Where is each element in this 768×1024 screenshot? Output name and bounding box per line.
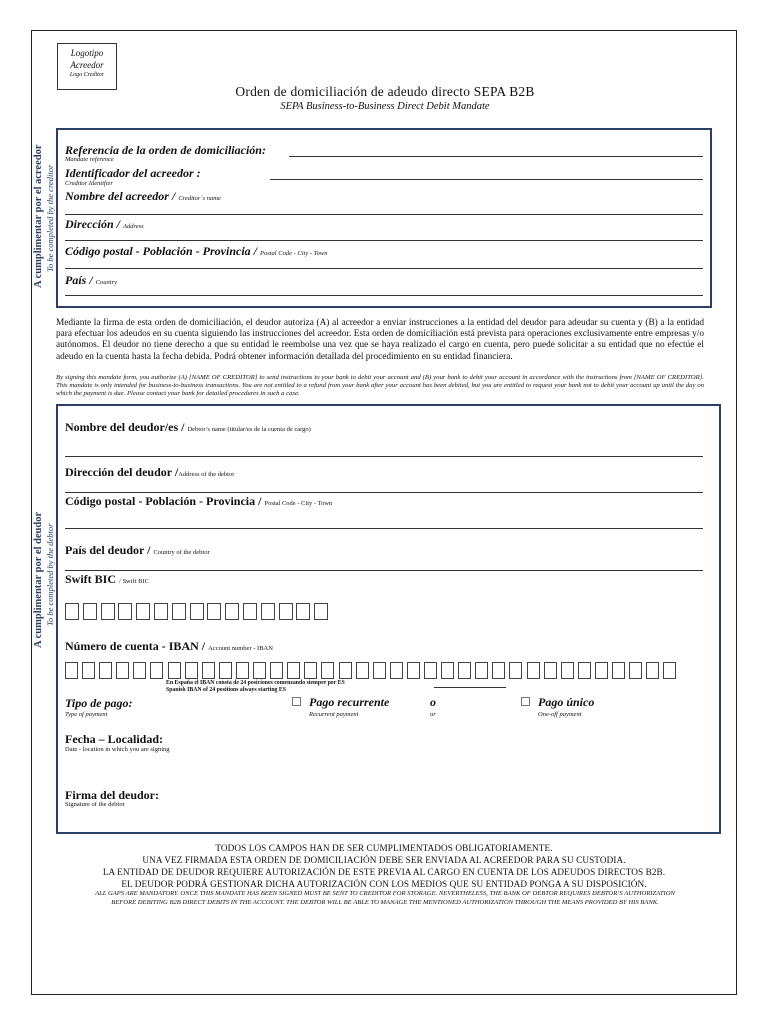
payment-type-label-en: Type of payment <box>65 711 108 718</box>
debtor-country-label <box>65 543 210 558</box>
recurrent-payment-checkbox[interactable] <box>292 697 301 706</box>
iban-char-box[interactable] <box>527 662 540 679</box>
creditor-country-es: País / <box>65 273 93 287</box>
signature-label-en: Signature of the debtor <box>65 801 125 808</box>
iban-note-en: Spanish IBAN of 24 positions always starting ES <box>166 687 286 693</box>
logo-line-3: Logo Creditor <box>69 72 105 78</box>
creditor-address-es: Dirección / <box>65 217 120 231</box>
iban-char-box[interactable] <box>168 662 181 679</box>
or-label-en: or <box>430 711 436 718</box>
debtor-name-field[interactable] <box>65 456 703 457</box>
creditor-postal-field[interactable] <box>65 268 703 269</box>
bic-char-box[interactable] <box>314 603 328 620</box>
iban-es: Número de cuenta - IBAN / <box>65 639 206 653</box>
debtor-country-field[interactable] <box>65 570 703 571</box>
bic-char-box[interactable] <box>65 603 79 620</box>
iban-en: Account number - IBAN <box>208 645 273 652</box>
iban-char-box[interactable] <box>544 662 557 679</box>
creditor-name-label <box>65 189 221 204</box>
iban-char-box[interactable] <box>356 662 369 679</box>
document-subtitle: SEPA Business-to-Business Direct Debit Mandate <box>280 101 490 112</box>
swift-bic-en: / Swift BIC <box>119 578 149 585</box>
footer-line-4: EL DEUDOR PODRÁ GESTIONAR DICHA AUTORIZACIÓN CON LOS MEDIOS QUE SU ENTIDAD PONGA A SU DISPOSICIÓN. <box>121 879 647 889</box>
one-off-payment-checkbox[interactable] <box>521 697 530 706</box>
iban-note-es: En España el IBAN consta de 24 posiciones comenzando siempre por ES <box>166 680 345 686</box>
creditor-identifier-label-en: Creditor Identifier <box>65 180 113 187</box>
iban-char-box[interactable] <box>424 662 437 679</box>
bic-char-box[interactable] <box>172 603 186 620</box>
iban-char-box[interactable] <box>561 662 574 679</box>
iban-char-box[interactable] <box>612 662 625 679</box>
debtor-postal-en: Postal Code - City - Town <box>264 500 333 507</box>
swift-bic-label <box>65 572 149 587</box>
iban-char-box[interactable] <box>270 662 283 679</box>
swift-bic-boxes <box>65 603 332 620</box>
bic-char-box[interactable] <box>136 603 150 620</box>
iban-char-box[interactable] <box>236 662 249 679</box>
mandate-reference-label: Referencia de la orden de domiciliación: <box>65 143 266 157</box>
debtor-postal-label <box>65 494 332 509</box>
creditor-country-label <box>65 273 117 288</box>
iban-char-box[interactable] <box>150 662 163 679</box>
creditor-name-es: Nombre del acreedor / <box>65 189 176 203</box>
footer-line-2: UNA VEZ FIRMADA ESTA ORDEN DE DOMICILIACIÓN DEBE SER ENVIADA AL ACREEDOR PARA SU CUSTODIA. <box>142 855 626 865</box>
bic-char-box[interactable] <box>118 603 132 620</box>
iban-char-box[interactable] <box>373 662 386 679</box>
iban-underline <box>434 687 506 688</box>
mandate-legal-text-en: By signing this mandate form, you authorize (A) [NAME OF CREDITOR] to send instructions to your bank to debit your account and (B) your bank to debit your account in accordance with the instructions from [NAME OF CREDITOR]. This mandate is only intended for business-to-business transactions. You are not entitled to a refund from your bank after your account has been debited, but you are entitled to request your bank not to debit your account up until the day on which the payment is due. Please contact your bank for detailed procedures in such a case. <box>56 374 704 397</box>
iban-char-box[interactable] <box>219 662 232 679</box>
iban-char-box[interactable] <box>492 662 505 679</box>
mandate-reference-field[interactable] <box>289 156 703 157</box>
creditor-side-label: A cumplimentar por el acreedor <box>33 144 44 288</box>
iban-char-box[interactable] <box>578 662 591 679</box>
debtor-address-field[interactable] <box>65 492 703 493</box>
creditor-side-label-en: To be completed by the creditor <box>45 164 55 272</box>
iban-char-box[interactable] <box>321 662 334 679</box>
creditor-name-en: Creditor´s name <box>178 195 221 202</box>
debtor-name-es: Nombre del deudor/es / <box>65 420 185 434</box>
debtor-address-label <box>65 465 234 480</box>
debtor-name-label <box>65 420 311 435</box>
bic-char-box[interactable] <box>296 603 310 620</box>
iban-char-box[interactable] <box>458 662 471 679</box>
creditor-postal-en: Postal Code - City - Town <box>260 250 328 257</box>
iban-char-box[interactable] <box>185 662 198 679</box>
swift-bic-es: Swift BIC <box>65 572 117 586</box>
iban-char-box[interactable] <box>116 662 129 679</box>
one-off-payment-label-en: One-off payment <box>538 711 582 718</box>
iban-char-box[interactable] <box>595 662 608 679</box>
debtor-side-label-en: To be completed by the debtor <box>45 523 55 626</box>
iban-char-box[interactable] <box>441 662 454 679</box>
creditor-identifier-label: Identificador del acreedor : <box>65 166 201 180</box>
payment-type-label: Tipo de pago: <box>65 696 133 710</box>
creditor-country-field[interactable] <box>65 295 703 296</box>
recurrent-payment-label: Pago recurrente <box>309 695 390 709</box>
creditor-name-field[interactable] <box>65 214 703 215</box>
creditor-logo-placeholder <box>57 43 117 90</box>
footer-line-1: TODOS LOS CAMPOS HAN DE SER CUMPLIMENTADOS OBLIGATORIAMENTE. <box>215 843 553 853</box>
bic-char-box[interactable] <box>261 603 275 620</box>
iban-char-box[interactable] <box>663 662 676 679</box>
logo-line-2: Acreedor <box>70 60 104 70</box>
creditor-address-field[interactable] <box>65 240 703 241</box>
creditor-postal-es: Código postal - Población - Provincia / <box>65 244 257 258</box>
iban-char-box[interactable] <box>646 662 659 679</box>
bic-char-box[interactable] <box>225 603 239 620</box>
bic-char-box[interactable] <box>154 603 168 620</box>
debtor-address-es: Dirección del deudor / <box>65 465 179 479</box>
debtor-address-en: Address of the debtor <box>178 471 235 478</box>
iban-char-box[interactable] <box>339 662 352 679</box>
iban-char-box[interactable] <box>390 662 403 679</box>
creditor-address-label <box>65 217 144 232</box>
logo-line-1: Logotipo <box>70 48 104 58</box>
footer-line-3: LA ENTIDAD DE DEUDOR REQUIERE AUTORIZACIÓN DE ESTE PREVIA AL CARGO EN CUENTA DE LOS ADEUDOS DIRECTOS B2B. <box>102 867 666 877</box>
debtor-postal-field[interactable] <box>65 528 703 529</box>
debtor-country-es: País del deudor / <box>65 543 151 557</box>
signature-label: Firma del deudor: <box>65 788 159 802</box>
mandate-reference-label-en: Mandate reference <box>65 156 114 163</box>
iban-char-box[interactable] <box>629 662 642 679</box>
iban-char-box[interactable] <box>407 662 420 679</box>
mandate-legal-text-es: Mediante la firma de esta orden de domiciliación, el deudor autoriza (A) al acreedor a enviar instrucciones a la entidad del deudor para adeudar su cuenta y (B) a la entidad para efectuar los adeudos en su cuenta siguiendo las instrucciones del acreedor. Esta orden de domiciliación está prevista para operaciones exclusivamente entre empresas y/o autónomos. El deudor no tiene derecho a que su entidad le reembolse una vez que se haya realizado el cargo en cuenta, pero puede solicitar a su entidad que no efectúe el adeudo en la cuenta hasta la fecha debida. Podrá obtener información detallada del procedimiento en su entidad financiera. <box>56 318 704 362</box>
footer-text-en: ALL GAPS ARE MANDATORY. ONCE THIS MANDATE HAS BEEN SIGNED MUST BE SENT TO CREDITOR FOR STORAGE. NEVERTHELESS, THE BANK OF DEBTOR REQUIRES DEBTOR’S AUTHORIZATION BEFORE DEBITING B2B DIRECT DEBITS IN THE ACCOUNT. THE DEBTOR WILL BE ABLE TO MANAGE THE MENTIONED AUTHORIZATION THROUGH THE MEANS PROVIDED BY HIS BANK. <box>95 890 675 906</box>
debtor-side-label: A cumplimentar por el deudor <box>33 511 44 648</box>
bic-char-box[interactable] <box>190 603 204 620</box>
iban-char-box[interactable] <box>287 662 300 679</box>
bic-char-box[interactable] <box>279 603 293 620</box>
creditor-country-en: Country <box>95 279 117 286</box>
creditor-address-en: Address <box>123 223 144 230</box>
iban-char-box[interactable] <box>82 662 95 679</box>
bic-char-box[interactable] <box>101 603 115 620</box>
date-location-label-en: Date - location in which you are signing <box>65 746 170 753</box>
bic-char-box[interactable] <box>83 603 97 620</box>
recurrent-payment-label-en: Recurrent payment <box>309 711 359 718</box>
document-title: Orden de domiciliación de adeudo directo SEPA B2B <box>235 84 535 99</box>
creditor-postal-label <box>65 244 327 259</box>
debtor-country-en: Country of the debtor <box>153 549 210 556</box>
iban-char-box[interactable] <box>253 662 266 679</box>
iban-char-box[interactable] <box>133 662 146 679</box>
iban-char-box[interactable] <box>304 662 317 679</box>
iban-char-box[interactable] <box>475 662 488 679</box>
creditor-identifier-field[interactable] <box>270 179 703 180</box>
iban-char-box[interactable] <box>509 662 522 679</box>
bic-char-box[interactable] <box>243 603 257 620</box>
iban-note <box>166 680 345 694</box>
bic-char-box[interactable] <box>207 603 221 620</box>
debtor-name-en: Debtor’s name (titular/es de la cuenta de cargo) <box>187 426 311 433</box>
iban-char-box[interactable] <box>65 662 78 679</box>
or-label: o <box>430 695 436 709</box>
iban-char-box[interactable] <box>202 662 215 679</box>
debtor-postal-es: Código postal - Población - Provincia / <box>65 494 262 508</box>
date-location-label: Fecha – Localidad: <box>65 732 163 746</box>
iban-label <box>65 639 273 654</box>
iban-boxes <box>65 662 680 679</box>
one-off-payment-label: Pago único <box>538 695 595 709</box>
iban-char-box[interactable] <box>99 662 112 679</box>
